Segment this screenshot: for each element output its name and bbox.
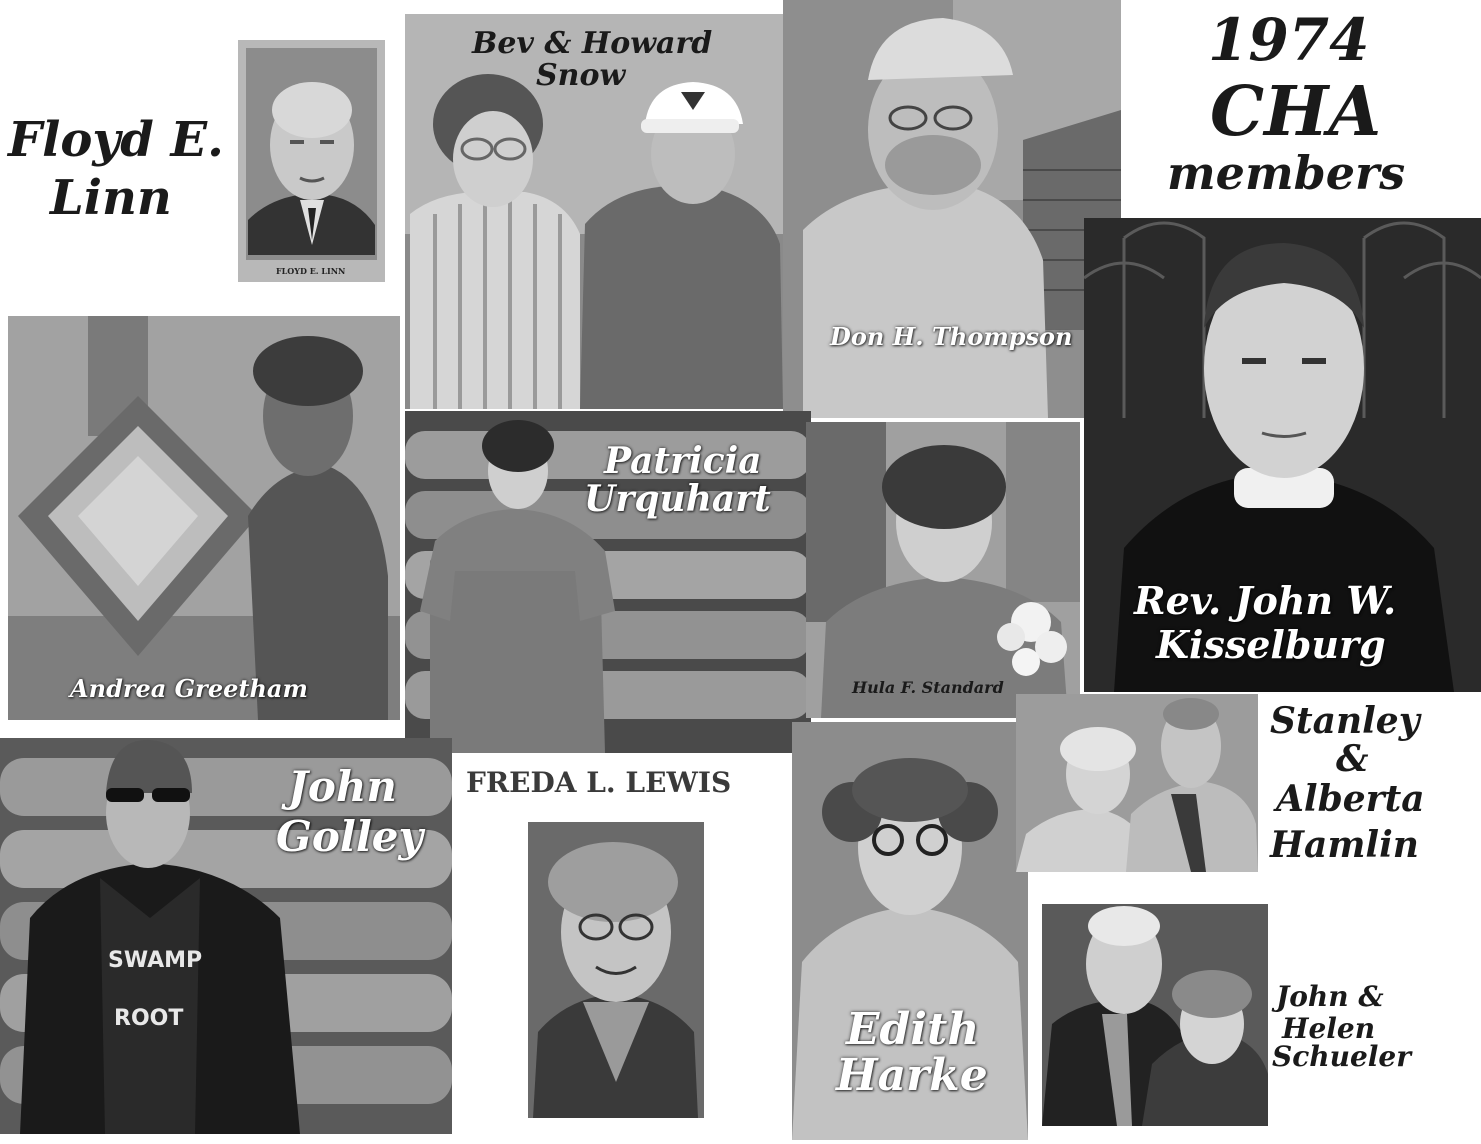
golley-shirt-line1: SWAMP xyxy=(108,948,203,973)
snow-name-line2: Snow xyxy=(536,58,626,93)
lewis-photo xyxy=(528,822,704,1118)
title-sub: members xyxy=(1167,146,1406,200)
floyd-linn-name-line2: Linn xyxy=(50,170,172,226)
harke-name-line1: Edith xyxy=(846,1004,980,1055)
kisselburg-name-line1: Rev. John W. xyxy=(1134,578,1397,623)
lewis-name: FREDA L. LEWIS xyxy=(466,766,732,799)
title-year: 1974 xyxy=(1208,6,1370,74)
urquhart-name-line2: Urquhart xyxy=(584,478,771,520)
thompson-name: Don H. Thompson xyxy=(830,322,1073,351)
hamlin-photo xyxy=(1016,694,1258,872)
golley-name-line2: Golley xyxy=(276,812,423,861)
title-org: CHA xyxy=(1210,72,1382,152)
kisselburg-name-line2: Kisselburg xyxy=(1156,622,1386,667)
floyd-linn-name-line1: Floyd E. xyxy=(8,112,224,168)
floyd-linn-photo xyxy=(238,40,385,282)
schueler-photo xyxy=(1042,904,1268,1126)
hamlin-name-line1: Stanley xyxy=(1270,700,1420,742)
thompson-photo xyxy=(783,0,1121,418)
schueler-name-line1: John & xyxy=(1276,980,1384,1013)
hamlin-name-line3: Alberta xyxy=(1276,778,1425,820)
harke-name-line2: Harke xyxy=(836,1050,988,1101)
golley-shirt-line2: ROOT xyxy=(114,1006,184,1031)
urquhart-name-line1: Patricia xyxy=(604,440,762,482)
snow-name-line1: Bev & Howard xyxy=(472,26,713,61)
schueler-name-line3: Schueler xyxy=(1272,1040,1412,1073)
floyd-linn-caption: FLOYD E. LINN xyxy=(276,266,346,276)
greetham-photo xyxy=(8,316,400,720)
hamlin-name-line2: & xyxy=(1336,738,1369,780)
hamlin-name-line4: Hamlin xyxy=(1270,824,1419,866)
schueler-name-line2: Helen xyxy=(1282,1012,1376,1045)
standard-photo xyxy=(806,422,1080,718)
golley-name-line1: John xyxy=(288,762,397,811)
greetham-name: Andrea Greetham xyxy=(70,674,308,703)
standard-name: Hula F. Standard xyxy=(852,678,1004,697)
